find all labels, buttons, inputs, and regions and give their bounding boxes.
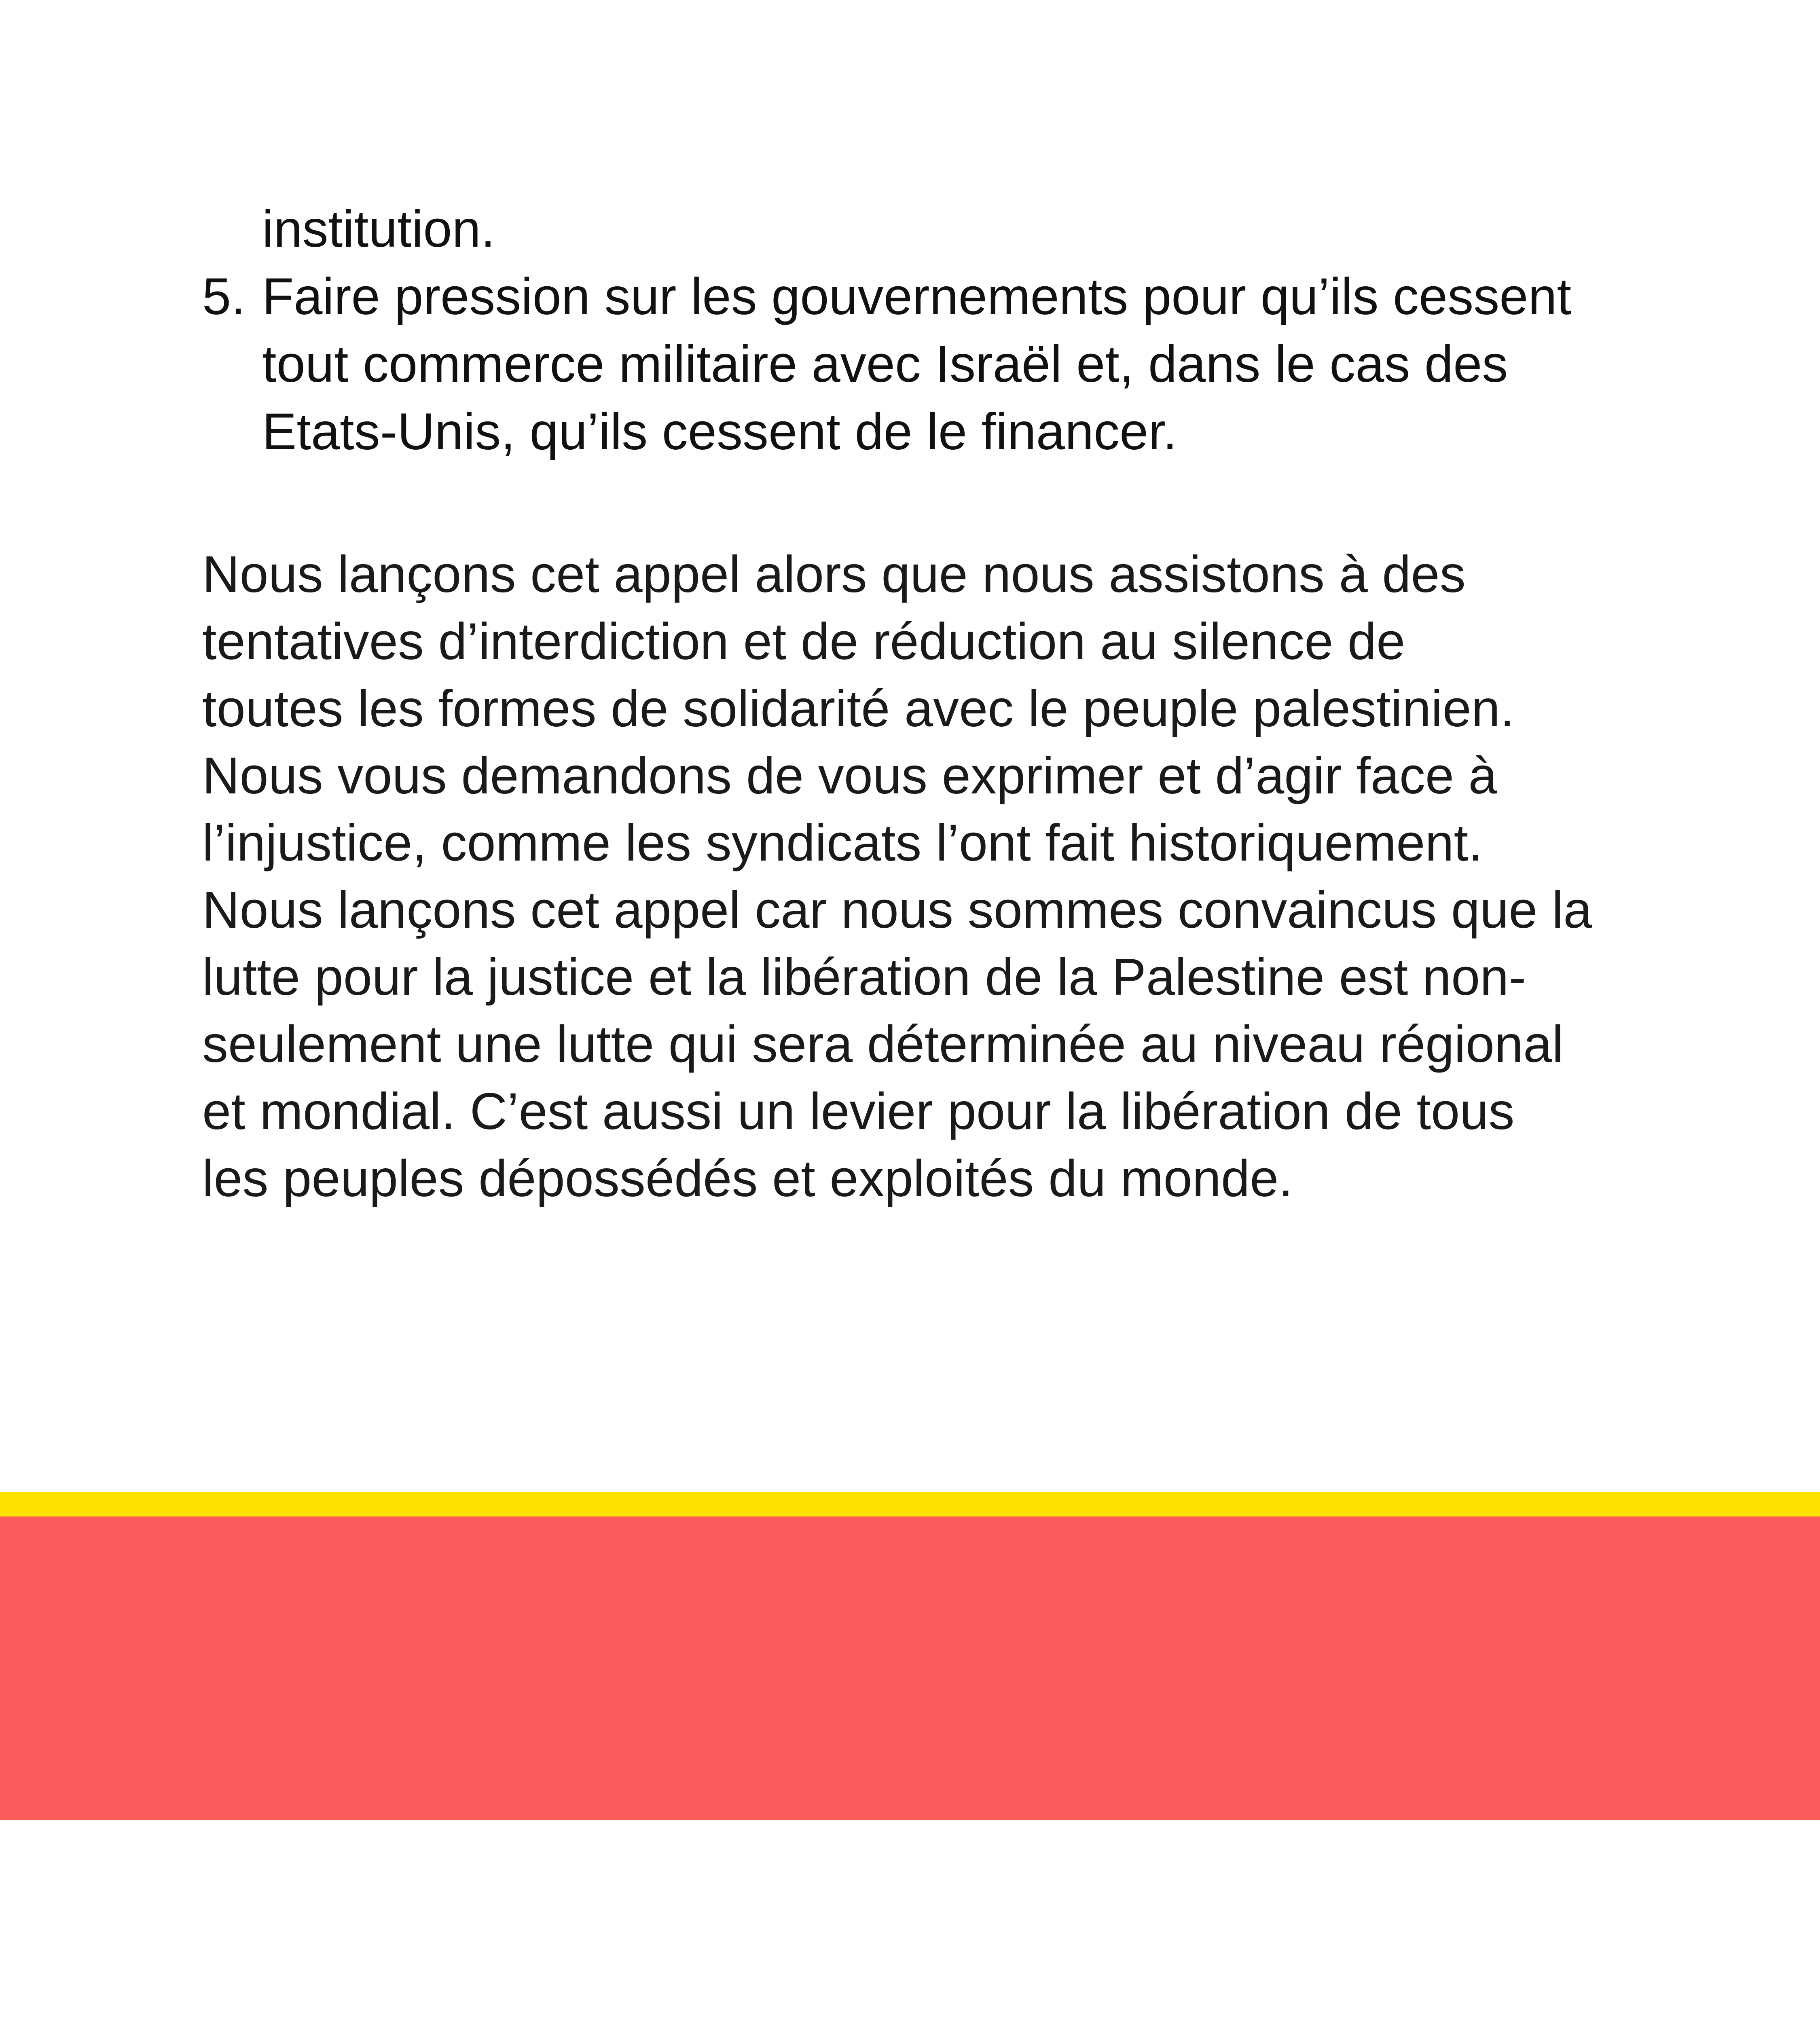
list-number: 5. (202, 268, 245, 326)
paragraph-line: tentatives d’interdiction et de réduction au silence de (202, 613, 1405, 670)
list-item-text (262, 263, 1571, 465)
paragraph-line: lutte pour la justice et la libération de la Palestine est non- (202, 948, 1526, 1006)
paragraph-line: seulement une lutte qui sera déterminée au niveau régional (202, 1015, 1564, 1073)
paragraph-line: les peuples dépossédés et exploités du monde. (202, 1150, 1293, 1208)
list-line: tout commerce militaire avec Israël et, dans le cas des (262, 335, 1508, 393)
numbered-list (202, 195, 1699, 465)
paragraph-line: l’injustice, comme les syndicats l’ont fait historiquement. (202, 814, 1483, 872)
list-line: Faire pression sur les gouvernements pour qu’ils cessent (262, 268, 1572, 326)
paragraph-line: et mondial. C’est aussi un levier pour la libération de tous (202, 1083, 1515, 1140)
list-line: Etats-Unis, qu’ils cessent de le financer. (262, 403, 1177, 461)
paragraph-line: Nous lançons cet appel alors que nous assistons à des (202, 546, 1466, 603)
list-item-5 (202, 263, 1699, 465)
paragraph-line: Nous lançons cet appel car nous sommes convaincus que la (202, 881, 1592, 939)
paragraph-line: toutes les formes de solidarité avec le peuple palestinien. (202, 680, 1515, 738)
paragraph-line: Nous vous demandons de vous exprimer et d’agir face à (202, 747, 1497, 805)
body-paragraph (202, 541, 1739, 1212)
footer-band (0, 1516, 1820, 1820)
yellow-stripe (0, 1492, 1820, 1516)
list-continuation: institution. (262, 200, 495, 258)
